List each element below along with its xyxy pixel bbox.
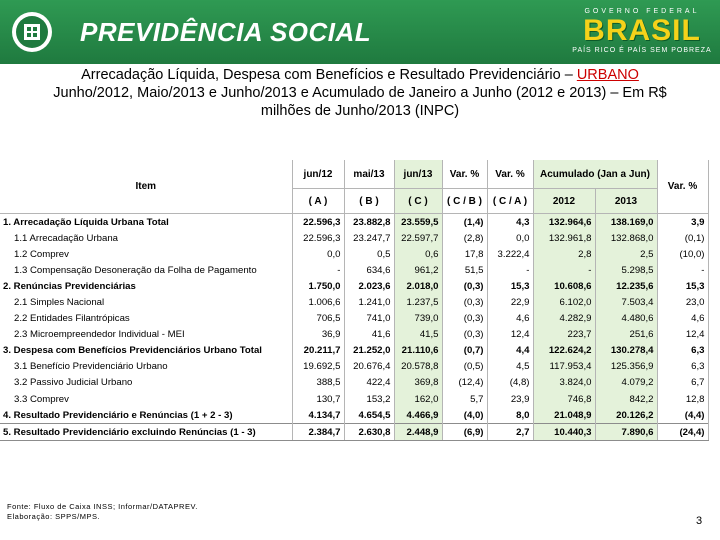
row-item-label: 3.2 Passivo Judicial Urbano bbox=[0, 375, 292, 391]
row-value-ca: 4,3 bbox=[487, 214, 533, 231]
row-value-cb: (0,3) bbox=[442, 294, 487, 310]
header-banner bbox=[0, 0, 720, 64]
col-var-acum: Var. % bbox=[657, 160, 708, 214]
row-value-c: 23.559,5 bbox=[394, 214, 442, 231]
row-value-b: 153,2 bbox=[344, 391, 394, 407]
row-item-label: 2.2 Entidades Filantrópicas bbox=[0, 311, 292, 327]
row-value-a: 706,5 bbox=[292, 311, 344, 327]
col-jun13: jun/13 bbox=[394, 160, 442, 189]
footer-notes bbox=[7, 502, 198, 522]
row-value-c: 0,6 bbox=[394, 246, 442, 262]
row-value-y12: 4.282,9 bbox=[533, 311, 595, 327]
sub-2013: 2013 bbox=[595, 189, 657, 214]
brand-name: PREVIDÊNCIA SOCIAL bbox=[80, 17, 372, 47]
row-value-cb: 5,7 bbox=[442, 391, 487, 407]
row-value-y13: 4.480,6 bbox=[595, 311, 657, 327]
row-value-y12: 2,8 bbox=[533, 246, 595, 262]
row-value-c: 739,0 bbox=[394, 311, 442, 327]
table-row bbox=[0, 359, 708, 375]
table-row bbox=[0, 246, 708, 262]
table-row bbox=[0, 391, 708, 407]
row-value-y12: 132.964,6 bbox=[533, 214, 595, 231]
row-value-y12: 117.953,4 bbox=[533, 359, 595, 375]
data-table-container bbox=[0, 160, 720, 441]
row-value-y12: 132.961,8 bbox=[533, 230, 595, 246]
row-item-label: 1.3 Compensação Desoneração da Folha de Pagamento bbox=[0, 262, 292, 278]
row-value-c: 369,8 bbox=[394, 375, 442, 391]
row-value-c: 1.237,5 bbox=[394, 294, 442, 310]
row-value-c: 2.448,9 bbox=[394, 424, 442, 441]
row-value-a: 22.596,3 bbox=[292, 230, 344, 246]
table-row bbox=[0, 343, 708, 359]
row-value-cb: (2,8) bbox=[442, 230, 487, 246]
gov-slogan: PAÍS RICO É PAÍS SEM POBREZA bbox=[572, 47, 712, 54]
row-value-b: 41,6 bbox=[344, 327, 394, 343]
footer-elaboration: Elaboração: SPPS/MPS. bbox=[7, 512, 101, 521]
row-value-b: 21.252,0 bbox=[344, 343, 394, 359]
row-value-v: 4,6 bbox=[657, 311, 708, 327]
row-value-v: 12,4 bbox=[657, 327, 708, 343]
row-value-a: 1.006,6 bbox=[292, 294, 344, 310]
row-value-v: (24,4) bbox=[657, 424, 708, 441]
row-value-v: 3,9 bbox=[657, 214, 708, 231]
row-value-a: 4.134,7 bbox=[292, 407, 344, 424]
table-row bbox=[0, 327, 708, 343]
row-value-cb: (0,3) bbox=[442, 327, 487, 343]
row-value-y12: 3.824,0 bbox=[533, 375, 595, 391]
row-value-y12: - bbox=[533, 262, 595, 278]
row-value-cb: (0,5) bbox=[442, 359, 487, 375]
row-value-v: 6,3 bbox=[657, 343, 708, 359]
col-acumulado: Acumulado (Jan a Jun) bbox=[533, 160, 657, 189]
row-item-label: 2.3 Microempreendedor Individual - MEI bbox=[0, 327, 292, 343]
row-value-y13: 20.126,2 bbox=[595, 407, 657, 424]
table-row bbox=[0, 262, 708, 278]
row-value-ca: 4,5 bbox=[487, 359, 533, 375]
table-row bbox=[0, 375, 708, 391]
col-item: Item bbox=[0, 160, 292, 214]
row-value-a: 20.211,7 bbox=[292, 343, 344, 359]
row-item-label: 2. Renúncias Previdenciárias bbox=[0, 278, 292, 294]
row-value-a: 36,9 bbox=[292, 327, 344, 343]
sub-ca: ( C / A ) bbox=[487, 189, 533, 214]
row-value-y13: 7.890,6 bbox=[595, 424, 657, 441]
row-value-b: 741,0 bbox=[344, 311, 394, 327]
row-value-ca: (4,8) bbox=[487, 375, 533, 391]
row-value-ca: 22,9 bbox=[487, 294, 533, 310]
row-value-ca: 8,0 bbox=[487, 407, 533, 424]
row-value-c: 41,5 bbox=[394, 327, 442, 343]
table-row bbox=[0, 214, 708, 231]
row-value-c: 22.597,7 bbox=[394, 230, 442, 246]
row-value-b: 23.247,7 bbox=[344, 230, 394, 246]
row-value-cb: (0,3) bbox=[442, 278, 487, 294]
row-item-label: 3. Despesa com Benefícios Previdenciários Urbano Total bbox=[0, 343, 292, 359]
row-value-b: 1.241,0 bbox=[344, 294, 394, 310]
row-value-y13: 251,6 bbox=[595, 327, 657, 343]
row-value-ca: 12,4 bbox=[487, 327, 533, 343]
row-value-v: 6,3 bbox=[657, 359, 708, 375]
row-value-y13: 138.169,0 bbox=[595, 214, 657, 231]
table-row bbox=[0, 294, 708, 310]
row-value-cb: 17,8 bbox=[442, 246, 487, 262]
col-jun12: jun/12 bbox=[292, 160, 344, 189]
table-body bbox=[0, 214, 708, 441]
row-item-label: 4. Resultado Previdenciário e Renúncias (1 + 2 - 3) bbox=[0, 407, 292, 424]
row-value-cb: (6,9) bbox=[442, 424, 487, 441]
row-value-y12: 746,8 bbox=[533, 391, 595, 407]
row-value-cb: (1,4) bbox=[442, 214, 487, 231]
row-value-ca: 23,9 bbox=[487, 391, 533, 407]
row-value-a: 388,5 bbox=[292, 375, 344, 391]
row-value-ca: 2,7 bbox=[487, 424, 533, 441]
row-value-y13: 2,5 bbox=[595, 246, 657, 262]
title-urbano: URBANO bbox=[576, 67, 639, 83]
row-value-a: 0,0 bbox=[292, 246, 344, 262]
row-value-a: 22.596,3 bbox=[292, 214, 344, 231]
row-value-y12: 122.624,2 bbox=[533, 343, 595, 359]
table-row bbox=[0, 407, 708, 424]
row-value-b: 23.882,8 bbox=[344, 214, 394, 231]
row-value-a: 1.750,0 bbox=[292, 278, 344, 294]
row-value-y12: 10.608,6 bbox=[533, 278, 595, 294]
row-value-ca: 0,0 bbox=[487, 230, 533, 246]
row-item-label: 1.2 Comprev bbox=[0, 246, 292, 262]
row-value-y12: 21.048,9 bbox=[533, 407, 595, 424]
row-value-y12: 223,7 bbox=[533, 327, 595, 343]
gov-top: GOVERNO FEDERAL bbox=[584, 8, 700, 15]
row-value-y13: 5.298,5 bbox=[595, 262, 657, 278]
row-value-b: 2.630,8 bbox=[344, 424, 394, 441]
sub-b: ( B ) bbox=[344, 189, 394, 214]
row-value-y12: 10.440,3 bbox=[533, 424, 595, 441]
row-value-b: 2.023,6 bbox=[344, 278, 394, 294]
title-line-2: Junho/2012, Maio/2013 e Junho/2013 e Acumulado de Janeiro a Junho (2012 e 2013) – Em R$ bbox=[53, 85, 667, 101]
row-item-label: 1. Arrecadação Líquida Urbana Total bbox=[0, 214, 292, 231]
row-value-c: 4.466,9 bbox=[394, 407, 442, 424]
row-value-ca: 4,6 bbox=[487, 311, 533, 327]
row-value-y12: 6.102,0 bbox=[533, 294, 595, 310]
col-mai13: mai/13 bbox=[344, 160, 394, 189]
row-value-a: 130,7 bbox=[292, 391, 344, 407]
previdencia-logo-icon bbox=[10, 10, 54, 54]
row-value-b: 20.676,4 bbox=[344, 359, 394, 375]
row-value-c: 961,2 bbox=[394, 262, 442, 278]
row-value-v: (4,4) bbox=[657, 407, 708, 424]
row-value-v: 6,7 bbox=[657, 375, 708, 391]
row-item-label: 3.3 Comprev bbox=[0, 391, 292, 407]
row-value-y13: 125.356,9 bbox=[595, 359, 657, 375]
row-value-c: 2.018,0 bbox=[394, 278, 442, 294]
title-line-3: milhões de Junho/2013 (INPC) bbox=[260, 103, 460, 119]
row-value-cb: (0,7) bbox=[442, 343, 487, 359]
row-value-cb: (12,4) bbox=[442, 375, 487, 391]
row-item-label: 1.1 Arrecadação Urbana bbox=[0, 230, 292, 246]
row-value-a: - bbox=[292, 262, 344, 278]
row-value-y13: 842,2 bbox=[595, 391, 657, 407]
row-value-y13: 7.503,4 bbox=[595, 294, 657, 310]
table-row bbox=[0, 230, 708, 246]
row-value-y13: 132.868,0 bbox=[595, 230, 657, 246]
row-value-c: 20.578,8 bbox=[394, 359, 442, 375]
title-line-1-text: Arrecadação Líquida, Despesa com Benefícios e Resultado Previdenciário – bbox=[81, 67, 577, 83]
row-value-v: 23,0 bbox=[657, 294, 708, 310]
row-value-a: 2.384,7 bbox=[292, 424, 344, 441]
sub-2012: 2012 bbox=[533, 189, 595, 214]
row-value-y13: 12.235,6 bbox=[595, 278, 657, 294]
row-value-v: - bbox=[657, 262, 708, 278]
row-value-ca: - bbox=[487, 262, 533, 278]
col-var-cb: Var. % bbox=[442, 160, 487, 189]
row-value-b: 422,4 bbox=[344, 375, 394, 391]
row-value-y13: 4.079,2 bbox=[595, 375, 657, 391]
table-row bbox=[0, 278, 708, 294]
row-value-c: 21.110,6 bbox=[394, 343, 442, 359]
footer-source: Fonte: Fluxo de Caixa INSS; Informar/DATAPREV. bbox=[7, 502, 198, 511]
row-value-v: (0,1) bbox=[657, 230, 708, 246]
row-item-label: 3.1 Benefício Previdenciário Urbano bbox=[0, 359, 292, 375]
row-value-b: 0,5 bbox=[344, 246, 394, 262]
row-value-a: 19.692,5 bbox=[292, 359, 344, 375]
row-value-cb: (4,0) bbox=[442, 407, 487, 424]
row-value-v: 15,3 bbox=[657, 278, 708, 294]
row-value-cb: (0,3) bbox=[442, 311, 487, 327]
row-value-v: (10,0) bbox=[657, 246, 708, 262]
row-value-ca: 4,4 bbox=[487, 343, 533, 359]
gov-logo bbox=[572, 8, 712, 54]
row-value-b: 634,6 bbox=[344, 262, 394, 278]
table-row bbox=[0, 424, 708, 441]
table-row bbox=[0, 311, 708, 327]
row-value-c: 162,0 bbox=[394, 391, 442, 407]
sub-c: ( C ) bbox=[394, 189, 442, 214]
data-table bbox=[0, 160, 709, 441]
col-var-ca: Var. % bbox=[487, 160, 533, 189]
row-value-cb: 51,5 bbox=[442, 262, 487, 278]
row-value-ca: 15,3 bbox=[487, 278, 533, 294]
gov-name: BRASIL bbox=[583, 14, 701, 47]
page-number: 3 bbox=[696, 515, 703, 527]
page-title bbox=[0, 66, 720, 120]
row-value-ca: 3.222,4 bbox=[487, 246, 533, 262]
row-value-v: 12,8 bbox=[657, 391, 708, 407]
row-item-label: 5. Resultado Previdenciário excluindo Renúncias (1 - 3) bbox=[0, 424, 292, 441]
sub-a: ( A ) bbox=[292, 189, 344, 214]
sub-cb: ( C / B ) bbox=[442, 189, 487, 214]
row-value-y13: 130.278,4 bbox=[595, 343, 657, 359]
title-line-1 bbox=[0, 66, 720, 84]
row-item-label: 2.1 Simples Nacional bbox=[0, 294, 292, 310]
row-value-b: 4.654,5 bbox=[344, 407, 394, 424]
